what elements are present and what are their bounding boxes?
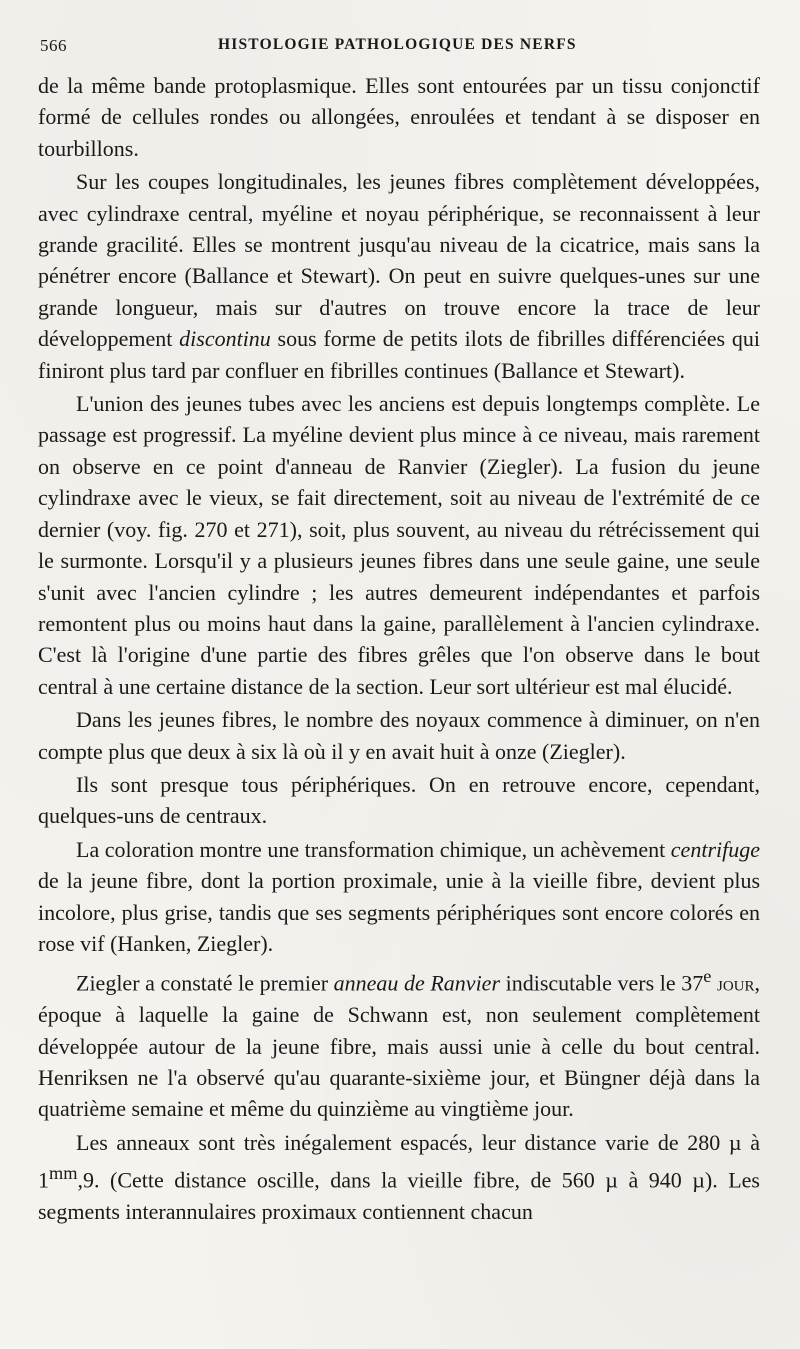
paragraph-7-text-c: , époque à laquelle la gaine de Schwann est, non seulement complètement développée autour de la jeune fibre, mais aussi unie à celle du bout central. Henriksen ne l'a observé qu'au quarante-sixième jour, et Büngner déjà dans la quatrième semaine et même du quinzième au vingtième jour.: [38, 970, 760, 1122]
paragraph-2-text-a: Sur les coupes longitudinales, les jeunes fibres complètement développées, avec cylindraxe central, myéline et noyau périphérique, se reconnaissent à leur grande gracilité. Elles se montrent jusqu'au niveau de la cicatrice, mais sans la pénétrer encore (Ballance et Stewart). On peut en suivre quelques-unes sur une grande longueur, mais sur d'autres on trouve encore la trace de leur développement: [38, 169, 760, 352]
running-title: HISTOLOGIE PATHOLOGIQUE DES NERFS: [218, 36, 577, 53]
paragraph-8-sup: mm: [49, 1163, 78, 1184]
page-number: 566: [40, 36, 67, 55]
paragraph-8-text-b: ,9. (Cette distance oscille, dans la vieille fibre, de 560 µ à 940 µ). Les segments interannulaires proximaux contiennent chacun: [38, 1167, 760, 1224]
paragraph-6: [38, 834, 760, 960]
body-text: [38, 70, 760, 1227]
paragraph-5: Ils sont presque tous périphériques. On en retrouve encore, cependant, quelques-uns de centraux.: [38, 771, 760, 829]
paragraph-1: de la même bande protoplasmique. Elles sont entourées par un tissu conjonctif formé de cellules rondes ou allongées, enroulées et tendant à se disposer en tourbillons.: [38, 73, 760, 161]
paragraph-2-italic: discontinu: [179, 326, 271, 352]
paragraph-7-text-b: indiscutable vers le 37: [500, 970, 704, 996]
page-header: [40, 34, 760, 60]
paragraph-7: [38, 961, 760, 1124]
paragraph-7-text-a: Ziegler a constaté le premier: [76, 970, 334, 996]
paragraph-6-italic: centrifuge: [670, 836, 760, 862]
paragraph-7-italic: anneau de Ranvier: [333, 970, 501, 996]
paragraph-7-sup: e: [703, 966, 712, 987]
paragraph-2-text-b: sous forme de petits ilots de fibrilles différenciées qui finiront plus tard par confluer en fibrilles continues (Ballance et Stewart).: [38, 326, 760, 383]
paragraph-6-text-a: La coloration montre une transformation chimique, un achèvement: [76, 836, 671, 862]
paragraph-8-text-a: Les anneaux sont très inégalement espacés, leur distance varie de 280 µ à 1: [38, 1129, 760, 1193]
paragraph-4: Dans les jeunes fibres, le nombre des noyaux commence à diminuer, on n'en compte plus que deux à six là où il y en avait huit à onze (Ziegler).: [38, 707, 760, 764]
paragraph-7-smallcaps: jour: [711, 970, 755, 996]
paragraph-6-text-b: de la jeune fibre, dont la portion proximale, unie à la vieille fibre, devient plus incolore, plus grise, tandis que ses segments périphériques sont encore colorés en rose vif (Hanken, Ziegler).: [38, 868, 760, 956]
paragraph-8: [38, 1127, 760, 1228]
paragraph-2: [38, 166, 760, 386]
paragraph-3: L'union des jeunes tubes avec les anciens est depuis longtemps complète. Le passage est progressif. La myéline devient plus mince à ce niveau, mais rarement on observe en ce point d'anneau de Ranvier (Ziegler). La fusion du jeune cylindraxe avec le vieux, se fait directement, soit au niveau de l'extrémité de ce dernier (voy. fig. 270 et 271), soit, plus souvent, au niveau du rétrécissement qui le surmonte. Lorsqu'il y a plusieurs jeunes fibres dans une seule gaine, une seule s'unit avec l'ancien cylindre ; les autres demeurent indépendantes et parfois remontent plus ou moins haut dans la gaine, parallèlement à l'ancien cylindraxe. C'est là l'origine d'une partie des fibres grêles que l'on observe dans le bout central à une certaine distance de la section. Leur sort ultérieur est mal élucidé.: [38, 391, 760, 699]
